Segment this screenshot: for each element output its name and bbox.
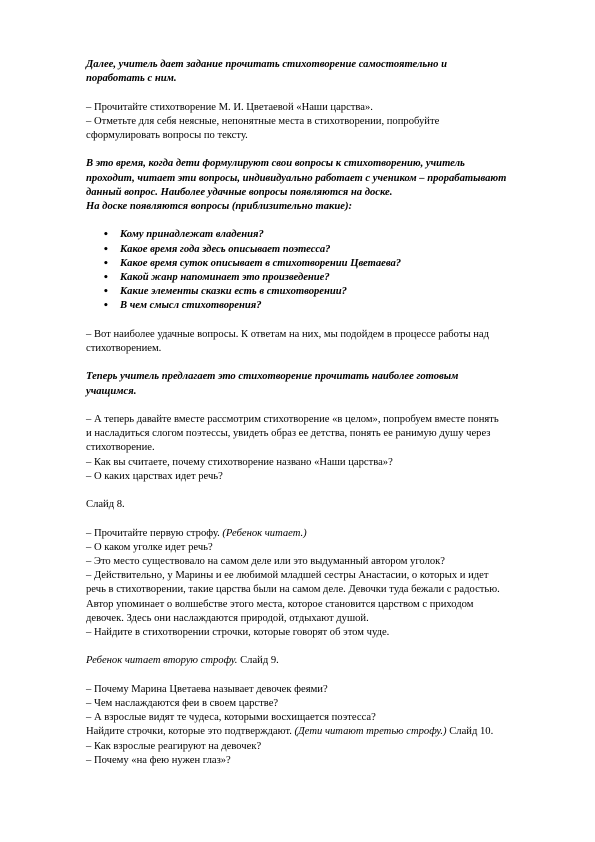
teacher-instruction-3: Теперь учитель предлагает это стихотворение прочитать наиболее готовым	[86, 371, 459, 383]
list-item	[86, 228, 548, 242]
discussion-line: – О каких царствах идет речь?	[86, 470, 223, 482]
list-item	[86, 285, 548, 299]
final-line: – Почему «на фею нужен глаз»?	[86, 754, 231, 766]
question-text: Какие элементы сказки есть в стихотворении?	[120, 286, 347, 298]
fairies-line: – А взрослые видят те чудеса, которыми восхищается поэтесса?	[86, 712, 376, 724]
discussion-line: и насладиться слогом поэтессы, увидеть образ ее детства, понять ее ранимую душу через	[86, 428, 491, 440]
stanza-1-line: девочек. Здесь они наслаждаются природой, отдыхают душой.	[86, 612, 369, 624]
stanza-2-line	[86, 654, 548, 668]
bullet-icon: •	[103, 258, 109, 269]
teacher-instruction-2: В это время, когда дети формулируют свои вопросы к стихотворению, учитель	[86, 158, 465, 170]
question-text: Какой жанр напоминает это произведение?	[120, 272, 330, 283]
bullet-icon: •	[103, 230, 109, 241]
task-line: – Прочитайте стихотворение М. И. Цветаевой «Наши царства».	[86, 101, 373, 113]
question-text: Какое время года здесь описывает поэтесса?	[120, 243, 331, 255]
question-text: Какое время суток описывает в стихотворении Цветаева?	[120, 257, 402, 269]
bullet-icon: •	[103, 244, 109, 255]
teacher-instruction-3: учащимся.	[86, 385, 137, 397]
stanza-1-line: – Действительно, у Марины и ее любимой младшей сестры Анастасии, о которых и идет	[86, 570, 489, 582]
after-questions-line: – Вот наиболее удачные вопросы. К ответам на них, мы подойдем в процессе работы над	[86, 328, 489, 340]
task-line: – Отметьте для себя неясные, непонятные места в стихотворении, попробуйте	[86, 115, 440, 127]
stanza-2-note: Ребенок читает вторую строфу.	[86, 655, 238, 667]
bullet-icon: •	[103, 301, 109, 312]
document-body	[86, 58, 548, 768]
fairies-line: – Почему Марина Цветаева называет девочек феями?	[86, 683, 328, 695]
teacher-instruction-2: данный вопрос. Наиболее удачные вопросы появляются на доске.	[86, 186, 393, 198]
question-text: В чем смысл стихотворения?	[120, 300, 262, 312]
bullet-icon: •	[103, 287, 109, 298]
teacher-instruction-2: проходит, читает эти вопросы, индивидуально работает с учеником – прорабатывают	[86, 172, 507, 184]
stanza-1-prompt	[86, 527, 548, 541]
slide-9-label: Слайд 9.	[237, 655, 279, 667]
task-line: сформулировать вопросы по тексту.	[86, 130, 248, 141]
fairies-line: – Чем наслаждаются феи в своем царстве?	[86, 697, 279, 709]
discussion-line: – А теперь давайте вместе рассмотрим стихотворение «в целом», попробуем вместе понять	[86, 413, 499, 425]
stanza-1-note: (Ребенок читает.)	[222, 527, 307, 539]
stanza-3-note: (Дети читают третью строфу.)	[294, 726, 447, 738]
list-item	[86, 243, 548, 257]
teacher-instruction-1: Далее, учитель дает задание прочитать стихотворение самостоятельно и	[86, 59, 447, 70]
final-line: – Как взрослые реагируют на девочек?	[86, 740, 262, 752]
slide-8-label: Слайд 8.	[86, 499, 125, 511]
discussion-line: – Как вы считаете, почему стихотворение названо «Наши царства»?	[86, 456, 393, 468]
stanza-3-prompt: Найдите строчки, которые это подтверждают.	[86, 726, 295, 738]
stanza-3-line	[86, 725, 548, 739]
stanza-1-line: речь в стихотворении, такие царства были на самом деле. Девочки туда бежали с радостью.	[86, 584, 500, 596]
stanza-1-line: – Это место существовало на самом деле или это выдуманный автором уголок?	[86, 555, 446, 567]
after-questions-line: стихотворением.	[86, 343, 162, 354]
slide-10-label: Слайд 10.	[446, 726, 494, 738]
teacher-instruction-2: На доске появляются вопросы (приблизительно такие):	[86, 201, 353, 212]
stanza-1-line: – О каком уголке идет речь?	[86, 541, 213, 553]
stanza-1-prompt-text: – Прочитайте первую строфу.	[86, 527, 223, 539]
list-item	[86, 271, 548, 285]
discussion-line: стихотворение.	[86, 442, 155, 454]
teacher-instruction-1-cont: поработать с ним.	[86, 73, 177, 85]
questions-list	[86, 228, 548, 313]
question-text: Кому принадлежат владения?	[120, 229, 264, 241]
list-item	[86, 257, 548, 271]
list-item	[86, 299, 548, 313]
bullet-icon: •	[103, 273, 109, 283]
stanza-1-line: Автор упоминает о волшебстве этого места, которое становится царством с приходом	[86, 598, 474, 610]
stanza-1-line: – Найдите в стихотворении строчки, которые говорят об этом чуде.	[86, 627, 390, 638]
